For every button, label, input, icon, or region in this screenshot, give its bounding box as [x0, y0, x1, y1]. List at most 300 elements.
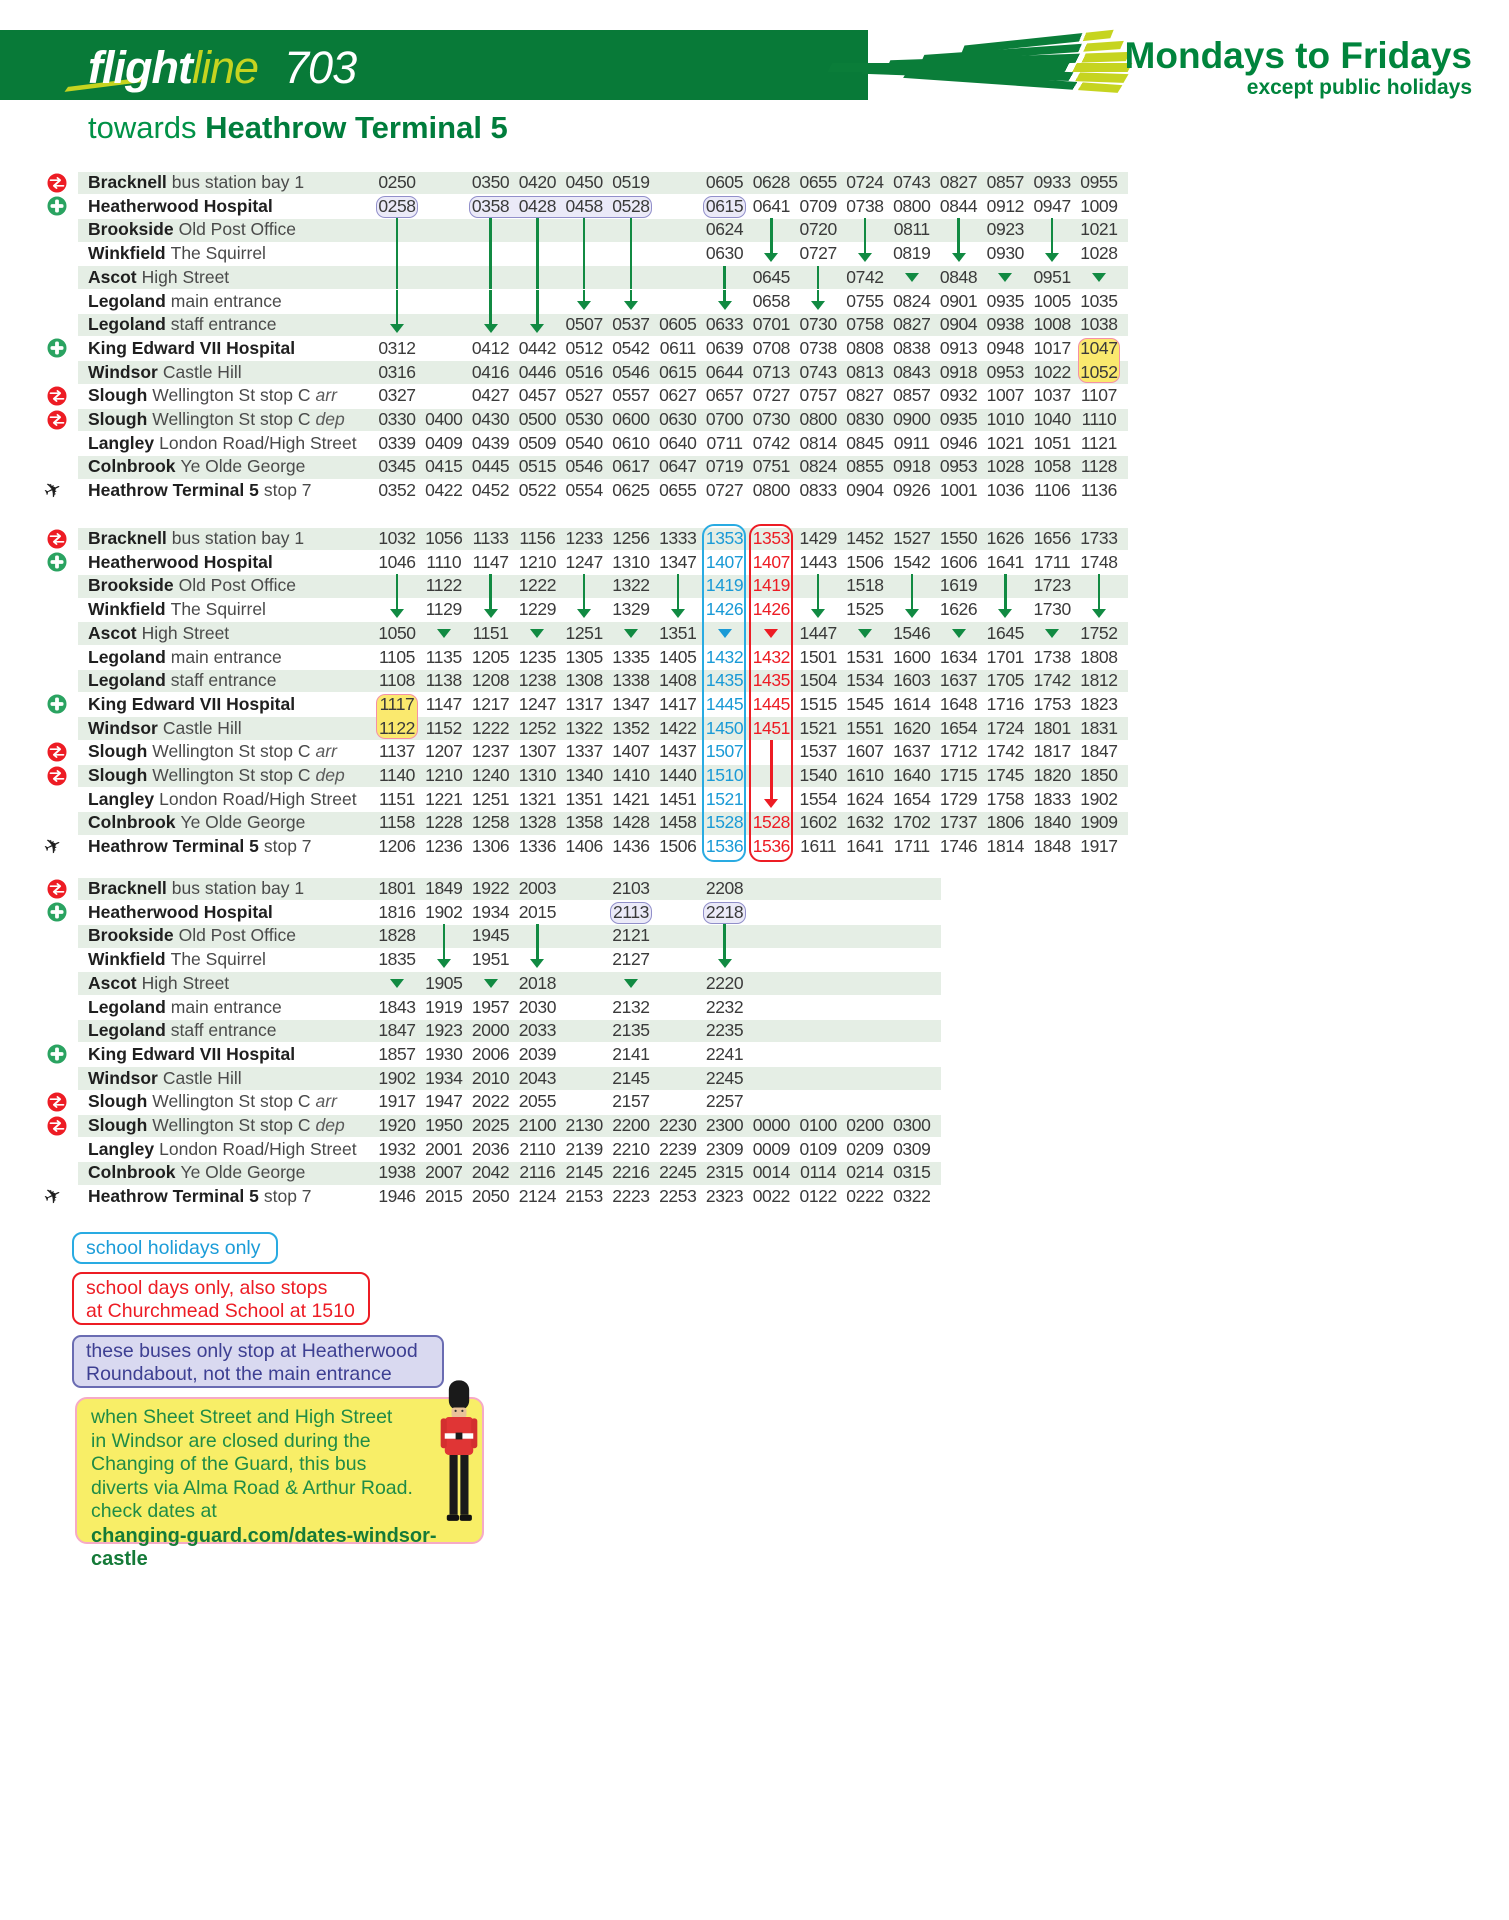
time-cells	[374, 384, 1123, 408]
stop-row	[0, 740, 1509, 764]
hospital-icon	[46, 1043, 68, 1065]
time-cell: 1711	[1034, 551, 1071, 572]
empty-cell	[748, 996, 795, 1020]
time-cell: 1338	[612, 670, 650, 691]
time-cell: 2050	[471, 1186, 510, 1207]
time-cell: 1428	[612, 812, 650, 833]
empty-cell	[888, 1019, 935, 1043]
time-cell: 0430	[471, 409, 510, 429]
stop-label: Heatherwood Hospital	[88, 551, 273, 572]
time-cell: 2223	[612, 1186, 650, 1207]
time-cell: 0857	[893, 385, 931, 406]
time-cell: 2018	[518, 972, 557, 993]
skip-arrow-end	[701, 290, 748, 314]
stop-row	[0, 901, 1509, 925]
time-cell: 1007	[986, 385, 1025, 406]
stop-row	[0, 432, 1509, 456]
time-cell: 0250	[378, 172, 416, 192]
time-cell: 1151	[472, 622, 509, 643]
stop-row	[0, 313, 1509, 337]
time-cell: 2036	[471, 1138, 510, 1159]
stop-row	[0, 361, 1509, 385]
time-cell: 0628	[752, 172, 791, 192]
time-cell: 0755	[846, 290, 884, 311]
time-cell: 2300	[705, 1115, 744, 1135]
time-cells	[374, 361, 1123, 385]
time-cell: 1624	[846, 788, 884, 809]
time-cell: 1322	[565, 717, 603, 738]
stop-label: Ascot High Street	[88, 622, 230, 643]
time-cell: 0751	[752, 456, 791, 477]
empty-cell	[842, 1043, 889, 1067]
stop-row	[0, 646, 1509, 670]
time-cell: 1531	[846, 646, 884, 667]
time-cell: 1122	[378, 717, 416, 738]
skip-arrow-end	[654, 598, 701, 622]
time-cell: 1021	[1080, 219, 1118, 240]
empty-cell	[654, 266, 701, 290]
time-cell: 2132	[612, 996, 650, 1017]
stop-row	[0, 764, 1509, 788]
time-cell: 0624	[705, 219, 744, 240]
skip-line	[374, 218, 421, 242]
note-heatherwood-roundabout	[72, 1335, 444, 1388]
stop-row	[0, 1067, 1509, 1091]
note-guard-line4: diverts via Alma Road & Arthur Road.	[91, 1476, 413, 1499]
skip-line	[561, 574, 608, 598]
time-cell: 2039	[518, 1043, 557, 1064]
empty-cell	[420, 361, 467, 385]
skip-triangle	[982, 266, 1029, 290]
stop-row	[0, 1161, 1509, 1185]
time-cell: 0827	[939, 172, 978, 192]
skip-line	[467, 242, 514, 266]
time-cell: 1729	[939, 788, 978, 809]
time-cells	[374, 290, 1123, 314]
time-cell: 0617	[612, 456, 650, 477]
time-cell: 2001	[425, 1138, 463, 1159]
time-cells	[374, 669, 1123, 693]
time-cell: 0819	[893, 243, 931, 264]
time-cell: 1946	[378, 1186, 416, 1207]
time-cells	[374, 877, 936, 901]
time-cell: 1445	[752, 693, 791, 714]
time-cell: 2141	[612, 1043, 650, 1064]
time-cell: 0655	[659, 480, 697, 501]
empty-cell	[561, 924, 608, 948]
stop-label: Brookside Old Post Office	[88, 219, 296, 240]
empty-cell	[888, 1043, 935, 1067]
time-cells	[374, 693, 1123, 717]
time-cell: 1210	[425, 765, 463, 785]
time-cell: 0415	[425, 456, 463, 477]
time-cell: 2007	[425, 1162, 463, 1183]
stop-label: Windsor Castle Hill	[88, 717, 242, 738]
time-cell: 0857	[986, 172, 1025, 192]
time-cell: 0610	[612, 432, 650, 453]
time-cell: 0327	[378, 385, 416, 406]
time-cell: 1922	[471, 878, 510, 898]
time-cell: 1335	[612, 646, 650, 667]
time-cell: 2210	[612, 1138, 650, 1159]
time-cell: 1504	[799, 670, 837, 691]
empty-cell	[842, 1019, 889, 1043]
time-cell: 1831	[1080, 717, 1118, 738]
time-cell: 1506	[846, 551, 884, 572]
time-cell: 2003	[518, 878, 557, 898]
time-cell: 0409	[425, 432, 463, 453]
skip-line	[561, 266, 608, 290]
time-cell: 1551	[846, 717, 884, 738]
time-cell: 2245	[659, 1162, 697, 1183]
time-cell: 1917	[378, 1091, 416, 1112]
stop-row	[0, 574, 1509, 598]
time-cell: 1723	[1033, 575, 1071, 596]
time-cell: 0814	[799, 432, 837, 453]
time-cell: 1138	[425, 670, 462, 691]
time-cell: 1310	[612, 551, 650, 572]
time-cell: 0923	[986, 219, 1025, 240]
time-cell: 1233	[565, 528, 603, 548]
empty-cell	[748, 924, 795, 948]
time-cell: 1507	[705, 741, 744, 762]
time-cell: 1656	[1033, 528, 1071, 548]
time-cell: 1600	[893, 646, 931, 667]
time-cell: 0709	[799, 195, 837, 216]
stop-row	[0, 811, 1509, 835]
time-cell: 1619	[939, 575, 978, 596]
time-cell: 0014	[752, 1162, 791, 1183]
empty-cell	[842, 1067, 889, 1091]
time-cell: 0843	[893, 361, 931, 382]
time-cell: 0312	[378, 337, 416, 358]
time-cell: 1352	[612, 717, 650, 738]
time-cell: 1247	[518, 693, 557, 714]
time-cell: 2241	[705, 1043, 744, 1064]
stop-row	[0, 622, 1509, 646]
time-cell: 1730	[1033, 599, 1071, 620]
time-cell: 1252	[518, 717, 557, 738]
time-cell: 1358	[565, 812, 603, 833]
stop-row	[0, 788, 1509, 812]
national-rail-icon	[46, 1115, 68, 1137]
stop-label: Brookside Old Post Office	[88, 575, 296, 596]
empty-cell	[654, 948, 701, 972]
skip-line	[748, 218, 795, 242]
time-cell: 0122	[799, 1186, 837, 1207]
logo-flight: flight	[88, 42, 192, 93]
time-cell: 0912	[986, 195, 1025, 216]
time-cell: 1337	[565, 741, 603, 762]
time-cell: 1405	[659, 646, 697, 667]
stop-label: Legoland main entrance	[88, 646, 282, 667]
time-cell: 0757	[799, 385, 837, 406]
time-cell: 0645	[752, 266, 791, 287]
stop-row	[0, 693, 1509, 717]
skip-arrow-end	[420, 948, 467, 972]
time-cell: 0627	[659, 385, 697, 406]
time-cell: 0658	[752, 290, 791, 311]
empty-cell	[561, 996, 608, 1020]
time-cell: 0330	[378, 409, 416, 429]
time-cell: 2218	[705, 901, 744, 922]
skip-arrow-end	[748, 242, 795, 266]
time-cell: 1052	[1080, 361, 1118, 382]
empty-cell	[888, 1090, 935, 1114]
time-cell: 0258	[378, 195, 416, 216]
time-cell: 1835	[378, 949, 416, 970]
hospital-icon	[46, 901, 68, 923]
time-cell: 1158	[378, 812, 416, 833]
time-cell: 1758	[986, 788, 1025, 809]
skip-triangle	[467, 972, 514, 996]
time-cell: 1828	[378, 925, 416, 946]
time-cell: 1451	[752, 717, 791, 738]
note-guard-check: check dates at	[91, 1500, 217, 1522]
time-cell: 0926	[893, 480, 931, 501]
stop-label: Colnbrook Ye Olde George	[88, 1162, 306, 1183]
time-cells	[374, 598, 1123, 622]
time-cell: 1347	[659, 551, 697, 572]
time-cell: 1611	[800, 836, 837, 857]
time-cell: 0605	[659, 314, 697, 335]
note-guard-line3: Changing of the Guard, this bus	[91, 1453, 367, 1475]
time-cell: 2130	[565, 1115, 603, 1135]
time-cells	[374, 972, 936, 996]
time-cell: 0811	[893, 219, 930, 240]
time-cell: 0946	[939, 432, 978, 453]
time-cells	[374, 811, 1123, 835]
empty-cell	[842, 877, 889, 901]
time-cell: 1711	[893, 836, 930, 857]
route-number: 703	[284, 42, 357, 93]
time-cell: 0630	[659, 409, 697, 429]
time-cell: 2010	[471, 1067, 510, 1088]
stop-label: Slough Wellington St stop C dep	[88, 409, 345, 429]
time-cell: 1121	[1080, 432, 1117, 453]
skip-line	[1076, 574, 1123, 598]
time-cell: 0657	[705, 385, 744, 406]
time-cell: 0633	[705, 314, 744, 335]
time-cell: 0913	[939, 337, 978, 358]
time-cell: 1620	[893, 717, 931, 738]
skip-arrow-end	[935, 242, 982, 266]
time-cell: 0830	[846, 409, 884, 429]
time-cell: 0611	[659, 337, 696, 358]
stop-label: Langley London Road/High Street	[88, 788, 357, 809]
time-cell: 0009	[752, 1138, 791, 1159]
time-cell: 0953	[939, 456, 978, 477]
time-cell: 1207	[425, 741, 463, 762]
time-cell: 1820	[1033, 765, 1071, 785]
empty-cell	[654, 877, 701, 901]
time-cell: 1745	[986, 765, 1025, 785]
stop-label: Heathrow Terminal 5 stop 7	[88, 1186, 312, 1207]
time-cell: 0100	[799, 1115, 837, 1135]
time-cell: 1724	[986, 717, 1025, 738]
stop-row	[0, 831, 1509, 861]
empty-cell	[654, 972, 701, 996]
time-cell: 0719	[705, 456, 744, 477]
skip-triangle	[608, 972, 655, 996]
time-cell: 1336	[518, 836, 557, 857]
time-cell: 0358	[471, 195, 510, 216]
time-cell: 1426	[752, 599, 791, 620]
time-cell: 0546	[565, 456, 603, 477]
time-cell: 0930	[986, 243, 1025, 264]
time-cell: 2220	[705, 972, 744, 993]
time-cell: 0528	[612, 195, 650, 216]
skip-line	[514, 924, 561, 948]
time-cell: 1005	[1033, 290, 1071, 311]
time-cell: 1308	[565, 670, 603, 691]
skip-arrow-end	[701, 948, 748, 972]
time-cell: 2042	[471, 1162, 510, 1183]
time-cell: 1038	[1080, 314, 1118, 335]
time-cell: 1222	[518, 575, 557, 596]
skip-line	[374, 574, 421, 598]
empty-cell	[654, 171, 701, 195]
time-cell: 2208	[705, 878, 744, 898]
direction-destination: Heathrow Terminal 5	[205, 110, 508, 145]
time-cell: 0640	[659, 432, 697, 453]
time-cell: 1534	[846, 670, 884, 691]
time-cell: 0800	[893, 195, 931, 216]
time-cell: 0519	[612, 172, 650, 192]
skip-line	[748, 740, 795, 764]
national-rail-icon	[46, 741, 68, 763]
time-cells	[374, 408, 1123, 432]
time-cell: 1737	[939, 812, 978, 833]
time-cell: 1206	[378, 836, 416, 857]
time-cell: 1410	[612, 765, 650, 785]
time-cell: 1637	[893, 741, 931, 762]
time-cell: 1058	[1033, 456, 1071, 477]
time-cell: 1307	[518, 741, 557, 762]
timetable-block	[0, 877, 1509, 1209]
time-cell: 1422	[659, 717, 697, 738]
empty-cell	[654, 242, 701, 266]
time-cell: 1051	[1033, 432, 1071, 453]
skip-line	[561, 242, 608, 266]
time-cell: 1322	[612, 575, 650, 596]
empty-cell	[561, 1067, 608, 1091]
time-cell: 0222	[846, 1186, 884, 1207]
time-cell: 1602	[799, 812, 837, 833]
time-cell: 1712	[939, 741, 978, 762]
time-cell: 2103	[612, 878, 650, 898]
empty-cell	[561, 1019, 608, 1043]
time-cell: 2000	[471, 1020, 510, 1041]
time-cell: 0827	[846, 385, 884, 406]
empty-cell	[888, 996, 935, 1020]
skip-triangle	[1076, 266, 1123, 290]
time-cell: 0730	[752, 409, 791, 429]
time-cell: 2245	[705, 1067, 744, 1088]
skip-arrow-end	[514, 313, 561, 337]
note-school-days-line1: school days only, also stops	[86, 1277, 328, 1299]
skip-triangle	[374, 972, 421, 996]
time-cell: 0450	[565, 172, 603, 192]
route-logo	[88, 42, 356, 94]
time-cell: 0932	[939, 385, 978, 406]
stop-row	[0, 266, 1509, 290]
time-cell: 0439	[471, 432, 510, 453]
national-rail-icon	[46, 878, 68, 900]
time-cell: 0625	[612, 480, 650, 501]
skip-line	[374, 242, 421, 266]
time-cell: 2216	[612, 1162, 650, 1183]
stop-label: Slough Wellington St stop C arr	[88, 385, 337, 406]
time-cells	[374, 740, 1123, 764]
time-cell: 1817	[1033, 741, 1071, 762]
empty-cell	[561, 948, 608, 972]
time-cell: 1210	[518, 551, 557, 572]
time-cell: 0727	[799, 243, 837, 264]
time-cell: 1748	[1080, 551, 1118, 572]
time-cell: 1353	[705, 528, 744, 548]
skip-line	[514, 290, 561, 314]
time-cell: 1447	[799, 622, 837, 643]
time-cell: 2015	[518, 901, 557, 922]
time-cell: 0530	[565, 409, 603, 429]
stop-label: Windsor Castle Hill	[88, 361, 242, 382]
empty-cell	[748, 972, 795, 996]
time-cells	[374, 901, 936, 925]
hospital-icon	[46, 551, 68, 573]
time-cell: 0458	[565, 195, 603, 216]
time-cell: 1310	[518, 765, 557, 785]
stop-label: King Edward VII Hospital	[88, 337, 296, 358]
time-cells	[374, 1185, 936, 1209]
stop-label: Heatherwood Hospital	[88, 901, 273, 922]
empty-cell	[888, 972, 935, 996]
time-cell: 1716	[986, 693, 1025, 714]
stop-row	[0, 337, 1509, 361]
time-cell: 1701	[986, 646, 1025, 667]
stop-row	[0, 290, 1509, 314]
time-cell: 1814	[986, 836, 1025, 857]
time-cell: 1152	[425, 717, 462, 738]
empty-cell	[420, 242, 467, 266]
time-cell: 1812	[1080, 670, 1118, 691]
time-cell: 0554	[565, 480, 603, 501]
time-cell: 1632	[846, 812, 884, 833]
skip-arrow-end	[467, 313, 514, 337]
time-cell: 1654	[939, 717, 978, 738]
direction-prefix: towards	[88, 110, 197, 145]
airport-plane-icon: ✈	[39, 831, 66, 861]
time-cell: 0918	[939, 361, 978, 382]
time-cell: 1542	[893, 551, 931, 572]
time-cell: 0446	[518, 361, 557, 382]
empty-cell	[748, 1019, 795, 1043]
time-cell: 0309	[893, 1138, 931, 1159]
note-school-days-line2: at Churchmead School at 1510	[86, 1300, 355, 1322]
note-roundabout-line1: these buses only stop at Heatherwood	[86, 1340, 418, 1362]
time-cells	[374, 622, 1123, 646]
stop-row	[0, 1114, 1509, 1138]
time-cells	[374, 479, 1123, 503]
empty-cell	[795, 1043, 842, 1067]
time-cell: 1221	[425, 788, 463, 809]
skip-line	[514, 242, 561, 266]
time-cell: 1110	[1081, 409, 1117, 429]
time-cell: 1848	[1033, 836, 1071, 857]
time-cell: 0641	[752, 195, 791, 216]
national-rail-icon	[46, 528, 68, 550]
time-cell: 0848	[939, 266, 978, 287]
